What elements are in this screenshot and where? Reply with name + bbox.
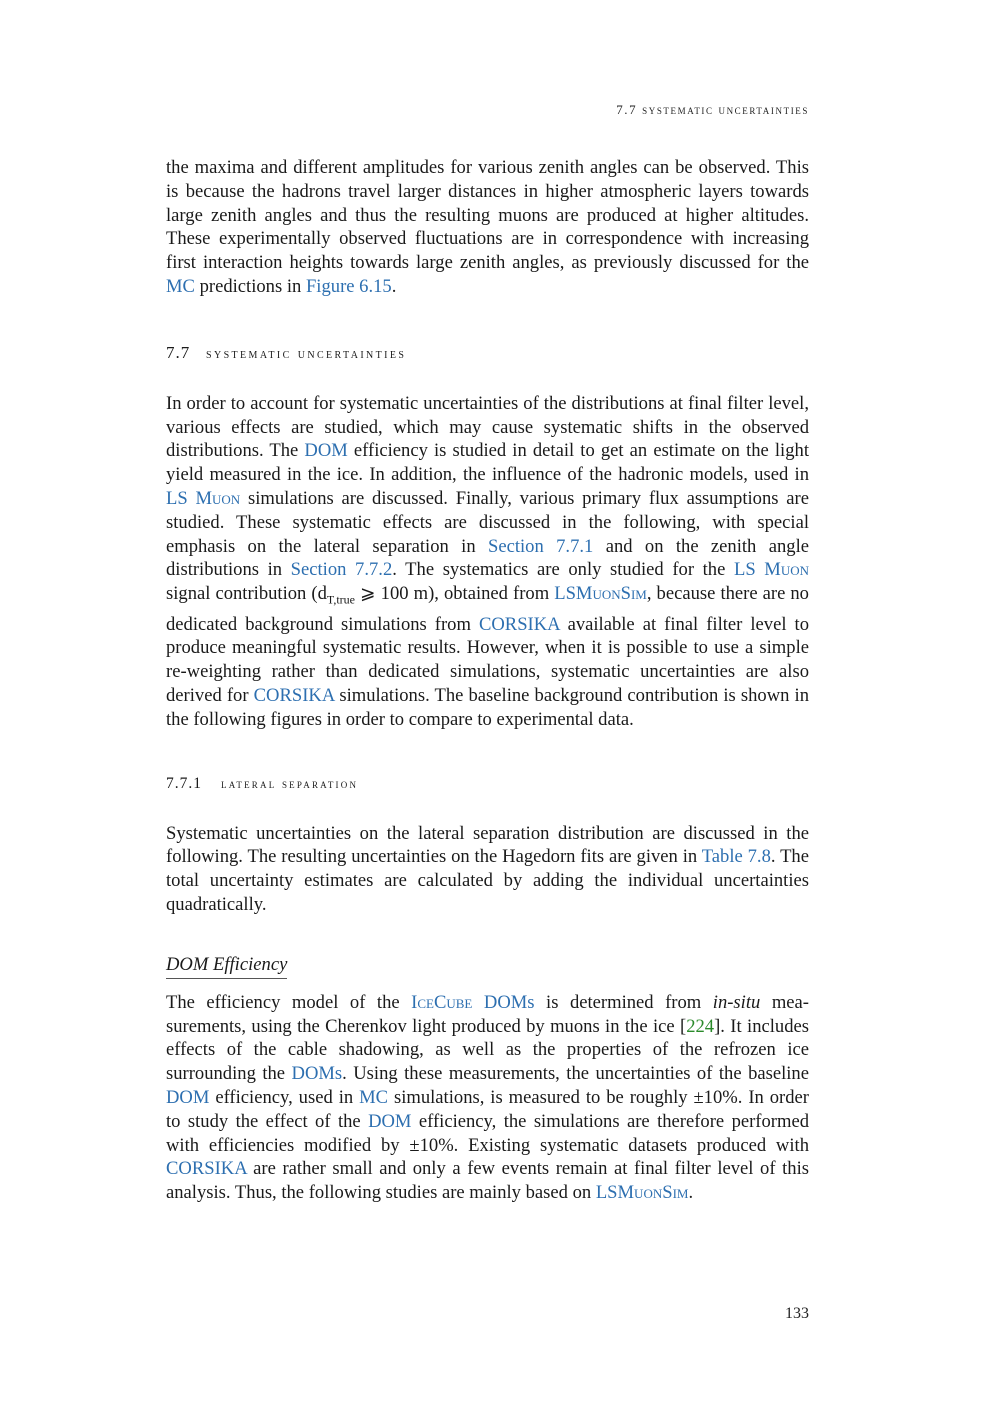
table-link[interactable]: Table 7.8: [701, 846, 771, 868]
section-title: systematic uncertainties: [206, 345, 407, 362]
acronym-link-dom[interactable]: DOM: [304, 440, 348, 462]
citation-link[interactable]: 224: [686, 1015, 715, 1037]
text: ⩾ 100 m), obtained from: [355, 583, 555, 605]
acronym-link-corsika[interactable]: CORSIKA: [478, 613, 560, 635]
acronym-link-mc[interactable]: MC: [359, 1087, 389, 1109]
page-number: 133: [785, 1305, 809, 1322]
subsection-paragraph: [166, 822, 809, 917]
running-header-number: 7.7: [616, 102, 638, 117]
subsection-heading: [166, 774, 809, 794]
text: [472, 992, 484, 1013]
acronym-link-dom[interactable]: DOM: [166, 1087, 210, 1109]
subsection-title: lateral separation: [221, 775, 359, 791]
section-link-7-7-1[interactable]: Section 7.7.1: [488, 535, 594, 557]
acronym-link-corsika[interactable]: CORSIKA: [253, 685, 335, 707]
text: . Using these measurements, the uncertainties of the baseline: [342, 1063, 809, 1085]
acronym-link-dom[interactable]: DOM: [368, 1110, 412, 1132]
running-header: [616, 102, 809, 118]
text: simulations. The baseline background contribution is shown in the following figures in order to compare to experimental data.: [166, 685, 810, 730]
text: signal contribution (d: [166, 583, 327, 605]
section-number: 7.7: [166, 342, 191, 362]
text: .: [688, 1182, 694, 1204]
text: efficiency, used in: [209, 1087, 360, 1109]
acronym-link-ls-muon[interactable]: LS Muon: [166, 487, 241, 509]
text: The efficiency model of the: [166, 991, 412, 1013]
figure-link[interactable]: Figure 6.15: [305, 275, 392, 297]
acronym-link-lsmuonsim[interactable]: LSMuonSim: [595, 1182, 689, 1204]
section-paragraph: [166, 392, 809, 732]
running-header-title: systematic uncertainties: [642, 102, 809, 117]
text: simulations are discussed. Finally, various primary flux assumptions are studied. These systematic effects are discussed in the following, with special emphasis on the lateral separation in: [166, 487, 810, 557]
text: , because there are no dedicated background simulations from: [166, 583, 809, 635]
text: the maxima and different amplitudes for various zenith angles can be observed. This is because the hadrons travel larger distances in higher atmospheric layers towards large zenith angles and thus the resulting muons are produced at higher altitudes. These experimentally observed fluctuations are in correspondence with increasing first interaction heights towards large zenith angles, as previously discussed for the: [166, 157, 809, 274]
text: and on the zenith angle distributions in: [166, 535, 809, 581]
section-heading: [166, 343, 809, 364]
text: .: [391, 275, 397, 297]
dom-efficiency-paragraph: [166, 991, 809, 1205]
acronym-link-mc[interactable]: MC: [166, 275, 195, 297]
text: ]. It includes effects of the cable shadowing, as well as the properties of the refrozen ice surrounding the: [166, 1015, 809, 1085]
text: Systematic uncertainties on the lateral separation distribution are discussed in the following. The resulting uncertainties on the Hagedorn fits are given in: [166, 822, 809, 868]
text: . The total uncertainty estimates are calculated by adding the individual uncertainties quadratically.: [166, 846, 809, 916]
acronym-link-doms[interactable]: DOMs: [291, 1063, 343, 1085]
acronym-link-lsmuonsim[interactable]: LSMuonSim: [554, 583, 647, 605]
text: predictions in: [194, 275, 306, 297]
text: . The systematics are only studied for the: [392, 559, 734, 581]
subsection-number: 7.7.1: [166, 774, 202, 792]
paragraph-title: DOM Efficiency: [166, 953, 287, 979]
subscript: T,true: [326, 592, 355, 607]
acronym-link-ls-muon[interactable]: LS Muon: [733, 559, 809, 581]
paragraph-title-wrapper: [166, 917, 809, 979]
text: efficiency is studied in detail to get an estimate on the light yield measured in the ice. In addition, the influence of the hadronic models, used in: [166, 440, 809, 486]
acronym-link-icecube[interactable]: IceCube: [411, 991, 473, 1013]
text: In order to account for systematic uncertainties of the distributions at final filter level, various effects are studied, which may cause systematic shifts in the observed distributions. The: [166, 392, 809, 462]
text: simulations, is measured to be roughly ±10%. In order to study the effect of the: [166, 1087, 809, 1132]
emphasis: in-situ: [712, 991, 761, 1013]
text: efficiency, the simulations are therefore performed with efficiencies modified by ±10%. Existing systematic datasets produced with: [166, 1110, 809, 1156]
section-link-7-7-2[interactable]: Section 7.7.2: [290, 559, 393, 581]
acronym-link-doms[interactable]: DOMs: [483, 991, 535, 1013]
text: are rather small and only a few events remain at final filter level of this analysis. Thus, the following studies are mainly based on: [166, 1158, 809, 1204]
acronym-link-corsika[interactable]: CORSIKA: [166, 1158, 247, 1180]
text: mea-surements, using the Cherenkov light produced by muons in the ice [: [166, 991, 809, 1037]
text: available at final filter level to produce meaningful systematic results. However, when it is possible to use a simple re-weighting rather than dedicated simulations, systematic uncertainties are also derived for: [166, 613, 809, 707]
body-text: [166, 156, 809, 1205]
intro-paragraph: [166, 156, 809, 299]
text: is determined from: [534, 991, 713, 1013]
